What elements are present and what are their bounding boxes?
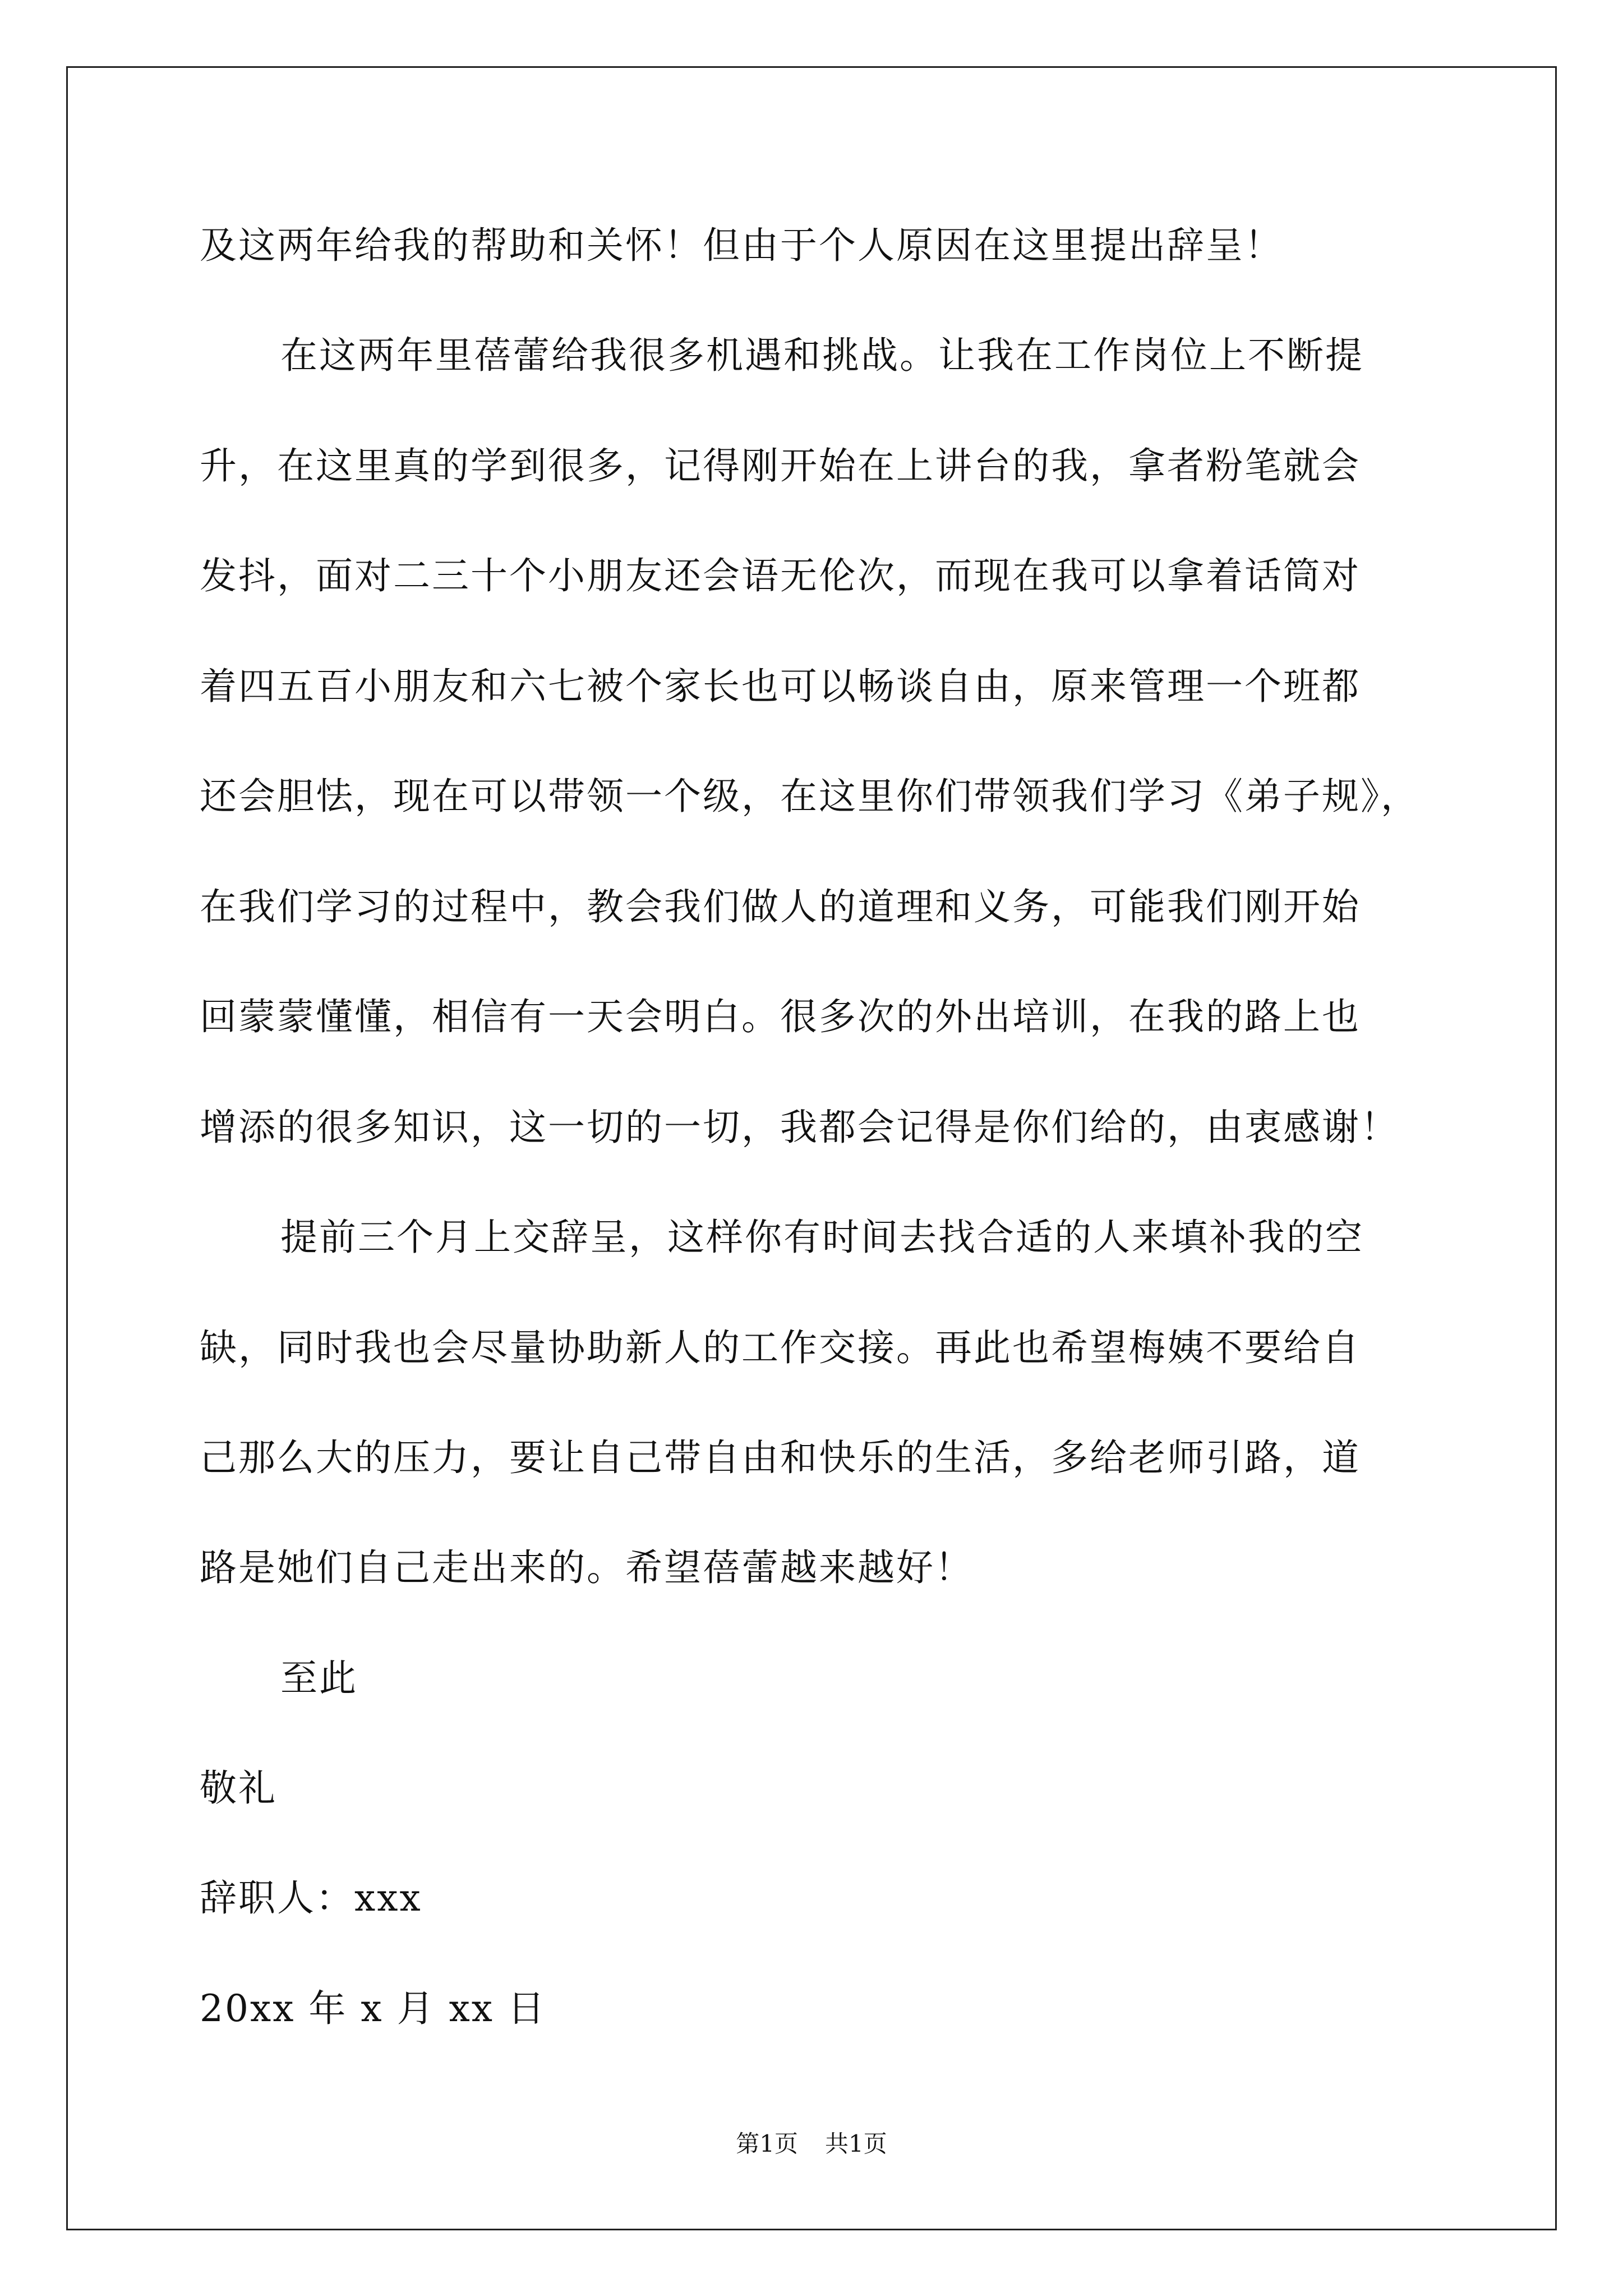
body-line-11: 缺，同时我也会尽量协助新人的工作交接。再此也希望梅姨不要给自 [200,1326,1361,1369]
date-line: 20xx 年 x 月 xx 日 [200,1987,546,2030]
body-line-4: 发抖，面对二三十个小朋友还会语无伦次，而现在我可以拿着话筒对 [200,554,1361,597]
signature-line: 辞职人：xxx [200,1876,422,1920]
body-line-5: 着四五百小朋友和六七被个家长也可以畅谈自由，原来管理一个班都 [200,665,1361,708]
closing-phrase: 至此 [280,1657,358,1700]
body-line-9: 增添的很多知识，这一切的一切，我都会记得是你们给的，由衷感谢！ [200,1106,1399,1149]
body-line-2: 在这两年里蓓蕾给我很多机遇和挑战。让我在工作岗位上不断提 [280,334,1364,377]
body-line-6: 还会胆怯，现在可以带领一个级，在这里你们带领我们学习《弟子规》， [200,775,1419,818]
page-footer [0,2130,1623,2158]
body-line-8: 回蒙蒙懂懂，相信有一天会明白。很多次的外出培训，在我的路上也 [200,995,1361,1038]
body-line-10: 提前三个月上交辞呈，这样你有时间去找合适的人来填补我的空 [280,1216,1364,1259]
page-total: 共1页 [825,2130,887,2157]
body-line-12: 己那么大的压力，要让自己带自由和快乐的生活，多给老师引路，道 [200,1436,1361,1479]
body-line-7: 在我们学习的过程中，教会我们做人的道理和义务，可能我们刚开始 [200,885,1361,928]
salutation: 敬礼 [200,1766,277,1810]
body-line-13: 路是她们自己走出来的。希望蓓蕾越来越好！ [200,1546,974,1589]
body-line-3: 升，在这里真的学到很多，记得刚开始在上讲台的我，拿者粉笔就会 [200,444,1361,487]
body-line-1: 及这两年给我的帮助和关怀！但由于个人原因在这里提出辞呈！ [200,224,1283,267]
page-number: 第1页 [736,2130,798,2157]
